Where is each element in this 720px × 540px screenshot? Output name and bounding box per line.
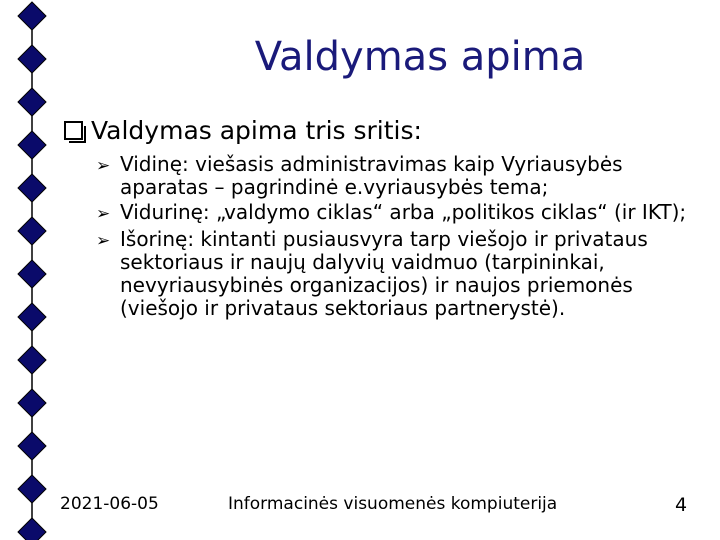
- chain-diamond: [18, 518, 46, 540]
- chain-diamond: [18, 45, 46, 73]
- chain-diamond: [18, 432, 46, 460]
- chain-diamond: [18, 174, 46, 202]
- arrowhead-bullet-icon: ➢: [96, 204, 111, 224]
- chain-diamond: [18, 260, 46, 288]
- chain-diamond: [18, 346, 46, 374]
- checkbox-bullet-icon: [64, 121, 83, 140]
- sub-bullet-list: [96, 153, 696, 322]
- arrowhead-bullet-icon: ➢: [96, 156, 111, 176]
- sub-bullet-text: Vidurinę: „valdymo ciklas“ arba „politikos ciklas“ (ir IKT);: [120, 200, 687, 224]
- sub-bullet-item: [96, 153, 696, 199]
- chain-diamond: [18, 475, 46, 503]
- sub-bullet-item: [96, 201, 696, 226]
- chain-diamond: [18, 131, 46, 159]
- chain-diamond: [18, 2, 46, 30]
- page-number: 4: [675, 494, 688, 516]
- decorative-chain: [0, 0, 60, 540]
- sub-bullet-item: [96, 228, 696, 320]
- footer-title: Informacinės visuomenės kompiuterija: [228, 494, 558, 514]
- chain-diamond: [18, 88, 46, 116]
- chain-diamond: [18, 217, 46, 245]
- arrowhead-bullet-icon: ➢: [96, 231, 111, 251]
- sub-bullet-text: Vidinę: viešasis administravimas kaip Vyriausybės aparatas – pagrindinė e.vyriausybės tema;: [120, 152, 623, 199]
- main-bullet-text: Valdymas apima tris sritis:: [91, 116, 422, 145]
- chain-diamond: [18, 303, 46, 331]
- sub-bullet-text: Išorinę: kintanti pusiausvyra tarp viešojo ir privataus sektoriaus ir naujų dalyvių vaidmuo (tarpininkai, nevyriausybinės organizacijos) ir naujos priemonės (viešojo ir privataus sektoriaus partnerystė).: [120, 227, 648, 320]
- slide-title: Valdymas apima: [254, 34, 586, 80]
- footer-date: 2021-06-05: [60, 494, 159, 514]
- main-bullet: [64, 116, 422, 145]
- chain-diamond: [18, 389, 46, 417]
